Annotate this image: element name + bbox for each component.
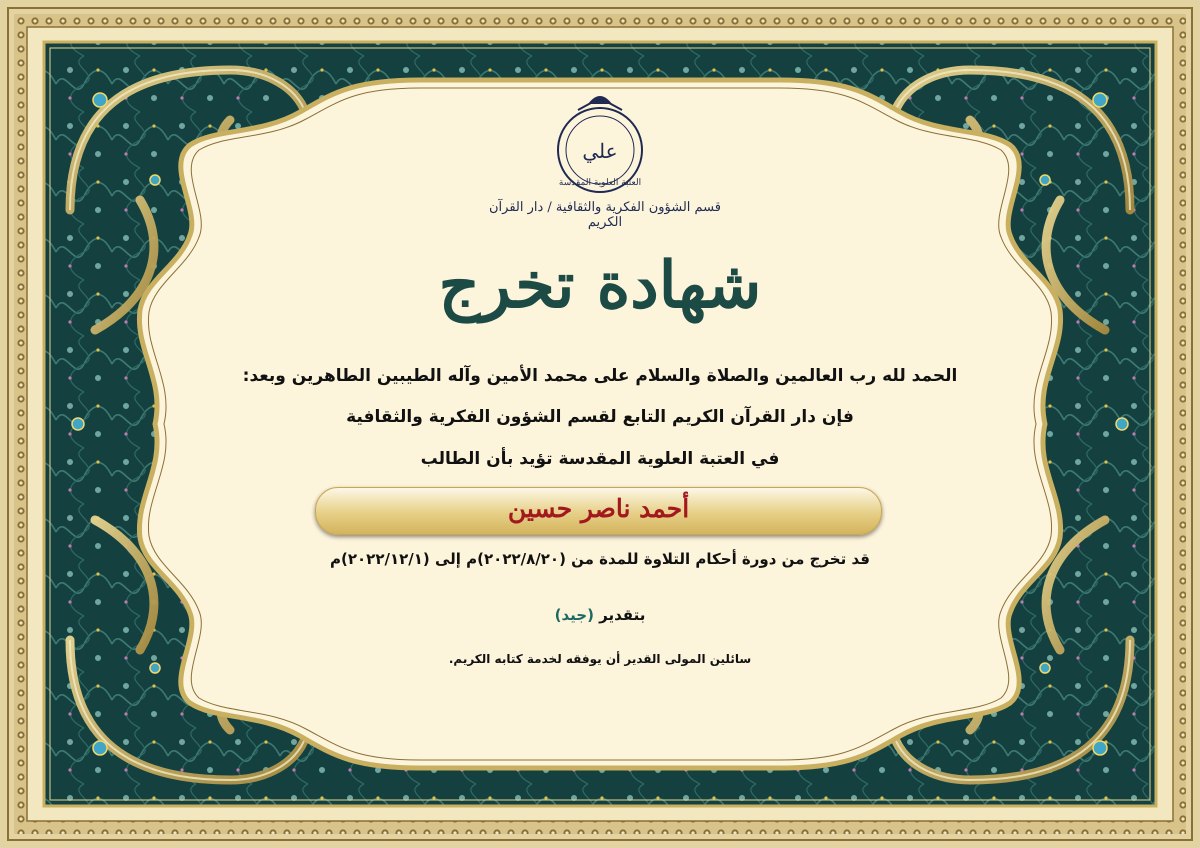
issuer-line: فإن دار القرآن الكريم التابع لقسم الشؤون الفكرية والثقافية: [346, 407, 854, 427]
emblem-monogram: علي: [582, 139, 618, 163]
grade-prefix: بتقدير: [599, 606, 646, 624]
student-name-banner: [315, 487, 882, 535]
student-name: أحمد ناصر حسين: [507, 494, 690, 523]
closing-line: سائلين المولى القدير أن يوفقه لخدمة كتابه الكريم.: [448, 652, 752, 666]
logo-caption: قسم الشؤون الفكرية والثقافية / دار القرآن الكريم: [488, 200, 721, 230]
grade-value: (جيد): [554, 606, 594, 624]
course-dates-line: قد تخرج من دورة أحكام التلاوة للمدة من (٢٠٢٢/٨/٢٠)م إلى (٢٠٢٢/١٢/١)م: [330, 550, 870, 568]
confirmation-line: في العتبة العلوية المقدسة تؤيد بأن الطالب: [420, 449, 780, 469]
grade-line: [0, 606, 1200, 624]
emblem-arc-text: العتبة العلوية المقدسة: [558, 178, 642, 188]
certificate-title: شهادة تخرج: [438, 248, 762, 323]
opening-praise-line: الحمد لله رب العالمين والصلاة والسلام على محمد الأمين وآله الطيبين الطاهرين وبعد:: [242, 366, 958, 386]
